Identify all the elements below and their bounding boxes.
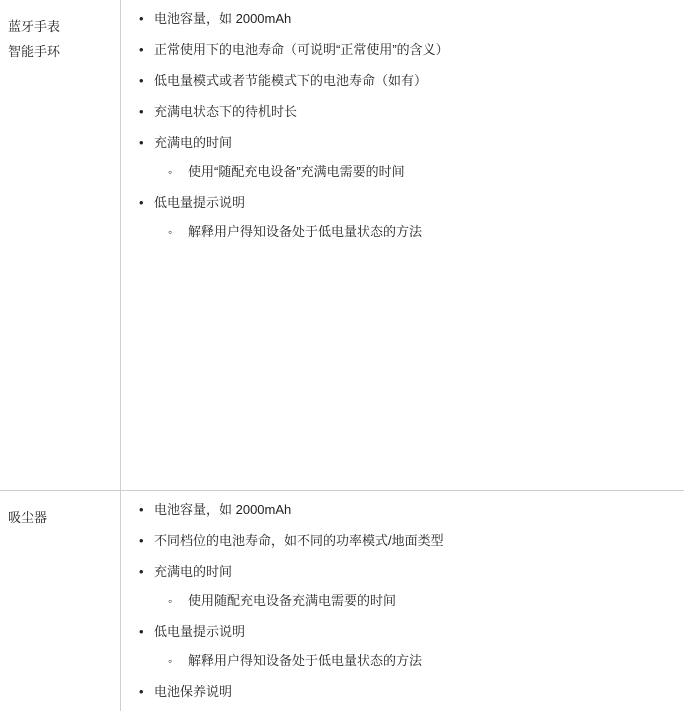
bullet-level1-icon: •	[139, 563, 144, 581]
list-item-text: 电池保养说明	[154, 684, 232, 699]
category-label-line: 吸尘器	[8, 505, 112, 530]
list-item-text: 低电量提示说明	[154, 624, 245, 639]
list-item-text: 正常使用下的电池寿命（可说明“正常使用”的含义）	[154, 42, 449, 57]
bullet-level2-icon: ◦	[168, 163, 172, 181]
bullet-level2-icon: ◦	[168, 592, 172, 610]
list-item	[121, 72, 674, 90]
table-cell-category	[0, 491, 121, 711]
requirement-sublist	[154, 592, 674, 610]
list-item	[121, 194, 674, 241]
list-item	[121, 103, 674, 121]
list-item-text: 充满电的时间	[154, 564, 232, 579]
bullet-level1-icon: •	[139, 134, 144, 152]
bullet-level1-icon: •	[139, 683, 144, 701]
sublist-item	[154, 223, 674, 241]
bullet-level1-icon: •	[139, 41, 144, 59]
bullet-level2-icon: ◦	[168, 223, 172, 241]
bullet-level1-icon: •	[139, 103, 144, 121]
table-cell-content	[121, 0, 684, 491]
list-item-text: 低电量模式或者节能模式下的电池寿命（如有）	[154, 73, 427, 88]
bullet-level1-icon: •	[139, 72, 144, 90]
sublist-item-text: 解释用户得知设备处于低电量状态的方法	[188, 224, 422, 239]
list-item-text: 电池容量，如 2000mAh	[154, 502, 291, 517]
sublist-item	[154, 592, 674, 610]
list-item-text: 充满电状态下的待机时长	[154, 104, 297, 119]
sublist-item-text: 使用随配充电设备充满电需要的时间	[188, 593, 396, 608]
list-item	[121, 683, 674, 701]
list-item	[121, 563, 674, 610]
list-item	[121, 532, 674, 550]
sublist-item-text: 解释用户得知设备处于低电量状态的方法	[188, 653, 422, 668]
list-item-text: 低电量提示说明	[154, 195, 245, 210]
table-cell-category	[0, 0, 121, 491]
bullet-level1-icon: •	[139, 623, 144, 641]
sublist-item	[154, 652, 674, 670]
requirement-sublist	[154, 163, 674, 181]
requirement-sublist	[154, 223, 674, 241]
list-item	[121, 501, 674, 519]
sublist-item-text: 使用“随配充电设备”充满电需要的时间	[188, 164, 405, 179]
category-label-line: 智能手环	[8, 39, 112, 64]
list-item	[121, 134, 674, 181]
list-item-text: 不同档位的电池寿命，如不同的功率模式/地面类型	[154, 533, 444, 548]
list-item	[121, 623, 674, 670]
list-item-text: 充满电的时间	[154, 135, 232, 150]
table-cell-content	[121, 491, 684, 711]
category-label-line: 蓝牙手表	[8, 14, 112, 39]
requirement-list	[121, 10, 674, 241]
list-item	[121, 41, 674, 59]
list-item	[121, 10, 674, 28]
requirement-list	[121, 501, 674, 701]
bullet-level1-icon: •	[139, 532, 144, 550]
table-row	[0, 491, 684, 711]
sublist-item	[154, 163, 674, 181]
bullet-level2-icon: ◦	[168, 652, 172, 670]
requirement-sublist	[154, 652, 674, 670]
bullet-level1-icon: •	[139, 10, 144, 28]
bullet-level1-icon: •	[139, 194, 144, 212]
bullet-level1-icon: •	[139, 501, 144, 519]
list-item-text: 电池容量，如 2000mAh	[154, 11, 291, 26]
